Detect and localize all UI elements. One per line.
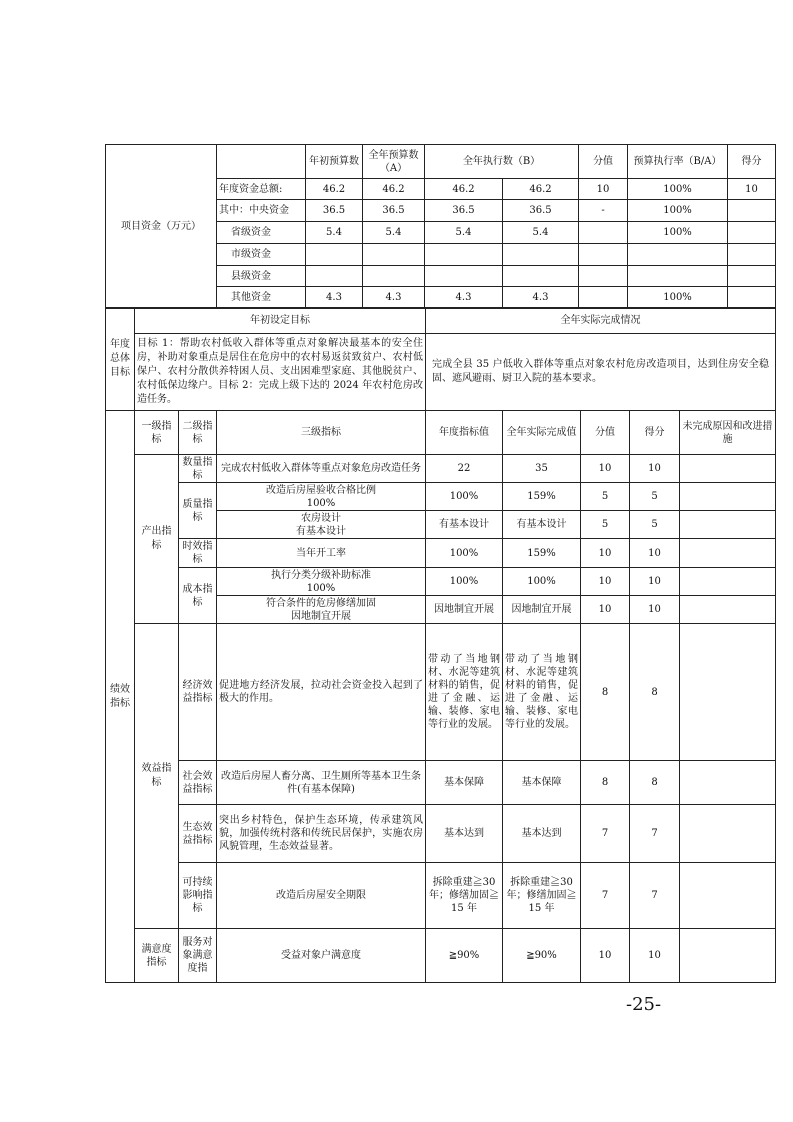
l2-label: 数量指标 [179,455,217,483]
score: 5 [630,483,680,511]
budget-cell: 46.2 [503,179,579,200]
budget-cell: 5.4 [503,222,579,244]
reason [680,624,776,761]
header-initial-budget: 年初预算数 [306,145,363,179]
l2-label: 生态效益指标 [179,805,217,863]
header-full-year-budget: 全年预算数（A） [363,145,425,179]
budget-cell [579,244,628,266]
annual-value: 有基本设计 [426,511,503,539]
l2-label: 社会效益指标 [179,761,217,805]
l2-label: 成本指标 [179,568,217,624]
budget-row-label: 省级资金 [217,222,306,244]
header-score: 得分 [728,145,776,179]
score: 8 [630,624,680,761]
budget-cell: 100% [628,287,728,309]
score-value: 10 [581,539,630,568]
budget-cell [728,244,776,266]
output-label: 产出指标 [135,455,179,624]
budget-cell: 5.4 [425,222,503,244]
l3-label: 促进地方经济发展，拉动社会资金投入起到了极大的作用。 [217,624,426,761]
satisfaction-label: 满意度指标 [135,929,179,983]
header-score: 得分 [630,411,680,455]
score-value: 5 [581,483,630,511]
budget-cell: 46.2 [425,179,503,200]
budget-cell: 5.4 [306,222,363,244]
reason [680,863,776,929]
budget-cell: 46.2 [306,179,363,200]
budget-cell [579,266,628,287]
score-value: 10 [581,568,630,596]
header-exec-rate: 预算执行率（B/A） [628,145,728,179]
l2-label: 质量指标 [179,483,217,539]
budget-cell: 4.3 [363,287,425,309]
annual-value: ≧90% [426,929,503,983]
l3-label: 当年开工率 [217,539,426,568]
actual-value: ≧90% [503,929,581,983]
score: 10 [630,929,680,983]
score: 10 [630,455,680,483]
score-value: 8 [581,624,630,761]
budget-cell [579,287,628,309]
annual-value: 因地制宜开展 [426,596,503,624]
budget-cell: 10 [579,179,628,200]
reason [680,511,776,539]
score: 8 [630,761,680,805]
reason [680,455,776,483]
budget-cell [306,244,363,266]
budget-cell: 46.2 [363,179,425,200]
actual-value: 基本达到 [503,805,581,863]
l3-label: 完成农村低收入群体等重点对象危房改造任务 [217,455,426,483]
goals-set-text: 目标 1：帮助农村低收入群体等重点对象解决最基本的安全住房，补助对象重点是居住在危房中的农村易返贫致贫户、农村低保户、农村分散供养特困人员、支出困难型家庭、其他脱贫户、农村低保边缘户。目标 2：完成上级下达的 2024 年农村危房改造任务。 [135,334,426,411]
budget-cell [628,244,728,266]
budget-cell [728,266,776,287]
reason [680,596,776,624]
annual-value: 22 [426,455,503,483]
actual-value: 35 [503,455,581,483]
reason [680,929,776,983]
score: 7 [630,863,680,929]
l3-label: 符合条件的危房修缮加固 因地制宜开展 [217,596,426,624]
header-level1: 一级指标 [135,411,179,455]
header-reason: 未完成原因和改进措施 [680,411,776,455]
benefit-label: 效益指标 [135,624,179,929]
score-value: 8 [581,761,630,805]
indicators-side-label: 绩效指标 [106,411,135,983]
l2-label: 可持续影响指标 [179,863,217,929]
l3-label: 改造后房屋人畜分离、卫生厕所等基本卫生条件(有基本保障) [217,761,426,805]
score-value: 7 [581,805,630,863]
indicators-table [105,410,776,983]
annual-value: 拆除重建≧30年；修缮加固≧15 年 [426,863,503,929]
actual-value: 因地制宜开展 [503,596,581,624]
budget-label: 项目资金（万元） [106,145,217,309]
annual-value: 100% [426,539,503,568]
score: 10 [630,596,680,624]
score-value: 10 [581,929,630,983]
budget-cell [425,244,503,266]
actual-value: 有基本设计 [503,511,581,539]
score: 7 [630,805,680,863]
actual-value: 159% [503,483,581,511]
budget-cell [363,266,425,287]
budget-cell: 36.5 [306,200,363,222]
budget-header-empty [217,145,306,179]
budget-cell: 36.5 [363,200,425,222]
budget-cell: 100% [628,222,728,244]
budget-cell [579,222,628,244]
header-executed: 全年执行数（B） [425,145,579,179]
budget-row-label: 市级资金 [217,244,306,266]
goals-side-label: 年度总体目标 [106,308,135,411]
actual-value: 拆除重建≧30年；修缮加固≧15 年 [503,863,581,929]
score-value: 10 [581,596,630,624]
goals-set-header: 年初设定目标 [135,308,426,334]
header-level2: 二级指标 [179,411,217,455]
l3-label: 农房设计 有基本设计 [217,511,426,539]
score: 10 [630,568,680,596]
budget-cell: 36.5 [503,200,579,222]
goals-table [105,307,776,411]
budget-cell: 36.5 [425,200,503,222]
goals-actual-text: 完成全县 35 户低收入群体等重点对象农村危房改造项目，达到住房安全稳固、遮风避雨、厨卫入院的基本要求。 [426,334,776,411]
score-value: 10 [581,455,630,483]
l2-label: 服务对象满意度指 [179,929,217,983]
l3-label: 改造后房屋安全期限 [217,863,426,929]
annual-value: 100% [426,568,503,596]
header-actual: 全年实际完成值 [503,411,581,455]
l3-label: 执行分类分级补助标准 100% [217,568,426,596]
reason [680,568,776,596]
score: 10 [630,539,680,568]
budget-cell: 5.4 [363,222,425,244]
actual-value: 100% [503,568,581,596]
score-value: 7 [581,863,630,929]
budget-cell: - [579,200,628,222]
budget-cell [306,266,363,287]
budget-cell [728,222,776,244]
budget-cell: 4.3 [306,287,363,309]
budget-cell [503,244,579,266]
annual-value: 100% [426,483,503,511]
l3-label: 改造后房屋验收合格比例 100% [217,483,426,511]
score-value: 5 [581,511,630,539]
l3-label: 突出乡村特色，保护生态环境，传承建筑风貌，加强传统村落和传统民居保护，实施农房风貌管理，生态效益显著。 [217,805,426,863]
annual-value: 基本达到 [426,805,503,863]
budget-cell [728,287,776,309]
header-level3: 三级指标 [217,411,426,455]
budget-cell [628,266,728,287]
header-annual: 年度指标值 [426,411,503,455]
budget-cell: 4.3 [425,287,503,309]
annual-value: 带动了当地钢材、水泥等建筑材料的销售，促进了金融、运输、装修、家电等行业的发展。 [426,624,503,761]
header-value: 分值 [581,411,630,455]
reason [680,539,776,568]
l3-label: 受益对象户满意度 [217,929,426,983]
budget-row-label: 其他资金 [217,287,306,309]
l2-label: 经济效益指标 [179,624,217,761]
reason [680,761,776,805]
actual-value: 159% [503,539,581,568]
annual-value: 基本保障 [426,761,503,805]
l2-label: 时效指标 [179,539,217,568]
budget-cell [425,266,503,287]
budget-row-label: 年度资金总额: [217,179,306,200]
header-score-value: 分值 [579,145,628,179]
page-number: -25- [626,994,662,1015]
budget-cell: 100% [628,179,728,200]
actual-value: 基本保障 [503,761,581,805]
actual-value: 带动了当地钢材、水泥等建筑材料的销售，促进了金融、运输、装修、家电等行业的发展。 [503,624,581,761]
budget-cell [503,266,579,287]
score: 5 [630,511,680,539]
budget-cell [363,244,425,266]
budget-table [105,144,776,309]
budget-cell: 100% [628,200,728,222]
budget-row-label: 其中：中央资金 [217,200,306,222]
budget-row-label: 县级资金 [217,266,306,287]
reason [680,805,776,863]
budget-cell: 4.3 [503,287,579,309]
budget-cell: 10 [728,179,776,200]
goals-actual-header: 全年实际完成情况 [426,308,776,334]
reason [680,483,776,511]
budget-cell [728,200,776,222]
